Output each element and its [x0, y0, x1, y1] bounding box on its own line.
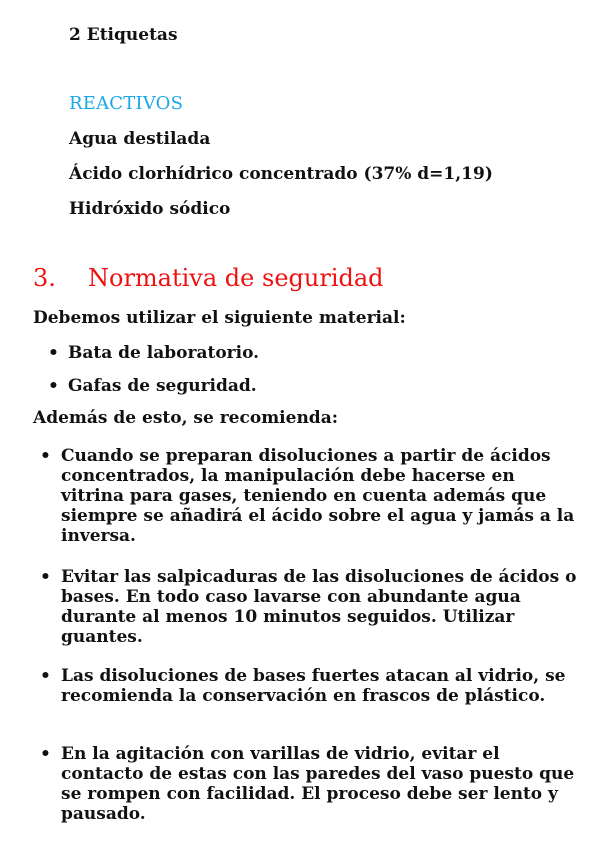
recommendation-item: Las disoluciones de bases fuertes atacan al vidrio, se recomienda la conservación en frascos de plástico.: [61, 666, 566, 706]
material-item: Gafas de seguridad.: [68, 376, 257, 396]
recommendation-item: Cuando se preparan disoluciones a partir de ácidos concentrados, la manipulación debe hacerse en vitrina para gases, teniendo en cuenta además que siempre se añadirá el ácido sobre el agua y jamás a la inversa.: [61, 446, 575, 546]
reactivo-item: Hidróxido sódico: [69, 199, 231, 219]
section-heading: [33, 264, 384, 292]
bullet-icon: •: [48, 343, 59, 363]
list-item: [48, 376, 257, 396]
list-item: [40, 567, 580, 647]
list-item: [40, 446, 580, 546]
recommendation-item: En la agitación con varillas de vidrio, evitar el contacto de estas con las paredes del vaso puesto que se rompen con facilidad. El proceso debe ser lento y pausado.: [61, 744, 575, 824]
section-number: 3.: [33, 264, 56, 292]
list-item: [40, 666, 580, 706]
labels-item: 2 Etiquetas: [69, 25, 178, 45]
bullet-icon: •: [40, 666, 51, 686]
materials-intro: Debemos utilizar el siguiente material:: [33, 308, 406, 328]
list-item: [40, 744, 580, 824]
bullet-icon: •: [40, 567, 51, 587]
recommend-intro: Además de esto, se recomienda:: [33, 408, 338, 428]
bullet-icon: •: [40, 446, 51, 466]
list-item: [48, 343, 259, 363]
recommendation-item: Evitar las salpicaduras de las disoluciones de ácidos o bases. En todo caso lavarse con abundante agua durante al menos 10 minutos seguidos. Utilizar guantes.: [61, 567, 577, 647]
material-item: Bata de laboratorio.: [68, 343, 260, 363]
reactivo-item: Agua destilada: [69, 129, 211, 149]
section-title: Normativa de seguridad: [88, 264, 384, 292]
reactivos-title: REACTIVOS: [69, 93, 184, 114]
reactivo-item: Ácido clorhídrico concentrado (37% d=1,19): [69, 164, 493, 184]
bullet-icon: •: [48, 376, 59, 396]
bullet-icon: •: [40, 744, 51, 764]
